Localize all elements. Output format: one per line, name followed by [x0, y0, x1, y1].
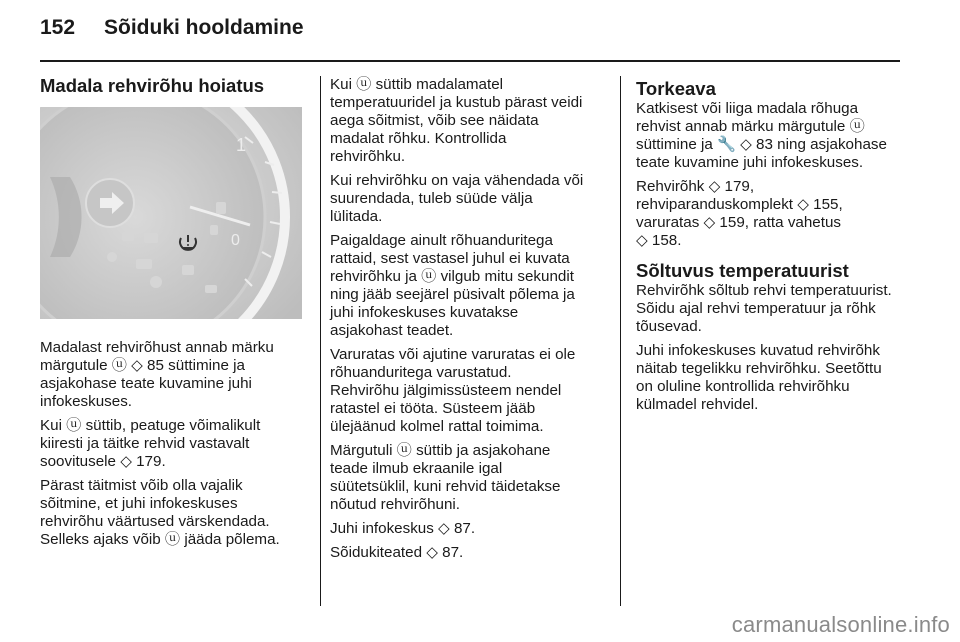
paragraph: Kui ⓤ süttib madalamatel temperatuuridel ja kustub pärast veidi aega sõitmist, võib see näidata madalat rõhku. Kontrollida rehvirõhku.	[330, 76, 583, 165]
instrument-cluster-figure	[40, 107, 302, 319]
column-3	[636, 78, 906, 420]
section-heading-temperature: Sõltuvus temperatuurist	[636, 260, 849, 281]
column-divider-2	[620, 76, 621, 606]
paragraph: Madalast rehvirõhust annab märku märgutule ⓤ ◇ 85 süttimine ja asjakohase teate kuvamine juhi infokeskuses.	[40, 339, 274, 410]
column-divider-1	[320, 76, 321, 606]
paragraph: Juhi infokeskuses kuvatud rehvirõhk näitab tegelikku rehvirõhku. Seetõttu on oluline kontrollida rehvirõhku külmadel rehvidel.	[636, 342, 882, 413]
paragraph: Pärast täitmist võib olla vajalik sõitmine, et juhi infokeskuses rehvirõhu väärtused värskendada. Selleks ajaks võib ⓤ jääda põlema.	[40, 477, 280, 548]
chapter-title: Sõiduki hooldamine	[104, 16, 304, 39]
header-rule	[40, 60, 900, 62]
paragraph: Katkisest või liiga madala rõhuga rehvist annab märku märgutule ⓤ süttimine ja 🔧 ◇ 83 ning asjakohase teate kuvamine juhi infokeskuses.	[636, 100, 887, 171]
paragraph: Rehvirõhk sõltub rehvi temperatuurist. Sõidu ajal rehvi temperatuur ja rõhk tõusevad.	[636, 282, 892, 335]
paragraph: Rehvirõhk ◇ 179, rehviparanduskomplekt ◇ 155, varuratas ◇ 159, ratta vahetus ◇ 158.	[636, 178, 843, 249]
page-header	[40, 16, 304, 46]
column-2	[330, 76, 615, 568]
paragraph: Varuratas või ajutine varuratas ei ole rõhuanduritega varustatud. Rehvirõhu jälgimissüsteem nendel ratastel ei tööta. Süsteem jääb ülejäänud kolmel rattal toimima.	[330, 346, 576, 435]
page-number: 152	[40, 16, 76, 39]
svg-text:0: 0	[231, 232, 240, 249]
paragraph: Märgutuli ⓤ süttib ja asjakohane teade ilmub ekraanile igal süütetsüklil, kuni rehvid täidetakse nõutud rehvirõhuni.	[330, 442, 561, 513]
section-heading-low-pressure: Madala rehvirõhu hoiatus	[40, 75, 265, 96]
svg-text:1: 1	[236, 135, 247, 155]
paragraph: Sõidukiteated ◇ 87.	[330, 544, 464, 561]
watermark: carmanualsonline.info	[731, 612, 950, 637]
paragraph: Kui ⓤ süttib, peatuge võimalikult kiiresti ja täitke rehvid vastavalt soovitusele ◇ 179.	[40, 417, 261, 470]
section-heading-puncture: Torkeava	[636, 78, 716, 99]
paragraph: Juhi infokeskus ◇ 87.	[330, 520, 476, 537]
column-1	[40, 75, 312, 555]
paragraph: Paigaldage ainult rõhuanduritega rattaid, sest vastasel juhul ei kuvata rehvirõhku ja ⓤ vilgub mitu sekundit ning jääb seejärel püsivalt põlema ja juhi infokeskuses kuvatakse asjakohast teadet.	[330, 232, 575, 339]
paragraph: Kui rehvirõhku on vaja vähendada või suurendada, tuleb süüde välja lülitada.	[330, 172, 584, 225]
